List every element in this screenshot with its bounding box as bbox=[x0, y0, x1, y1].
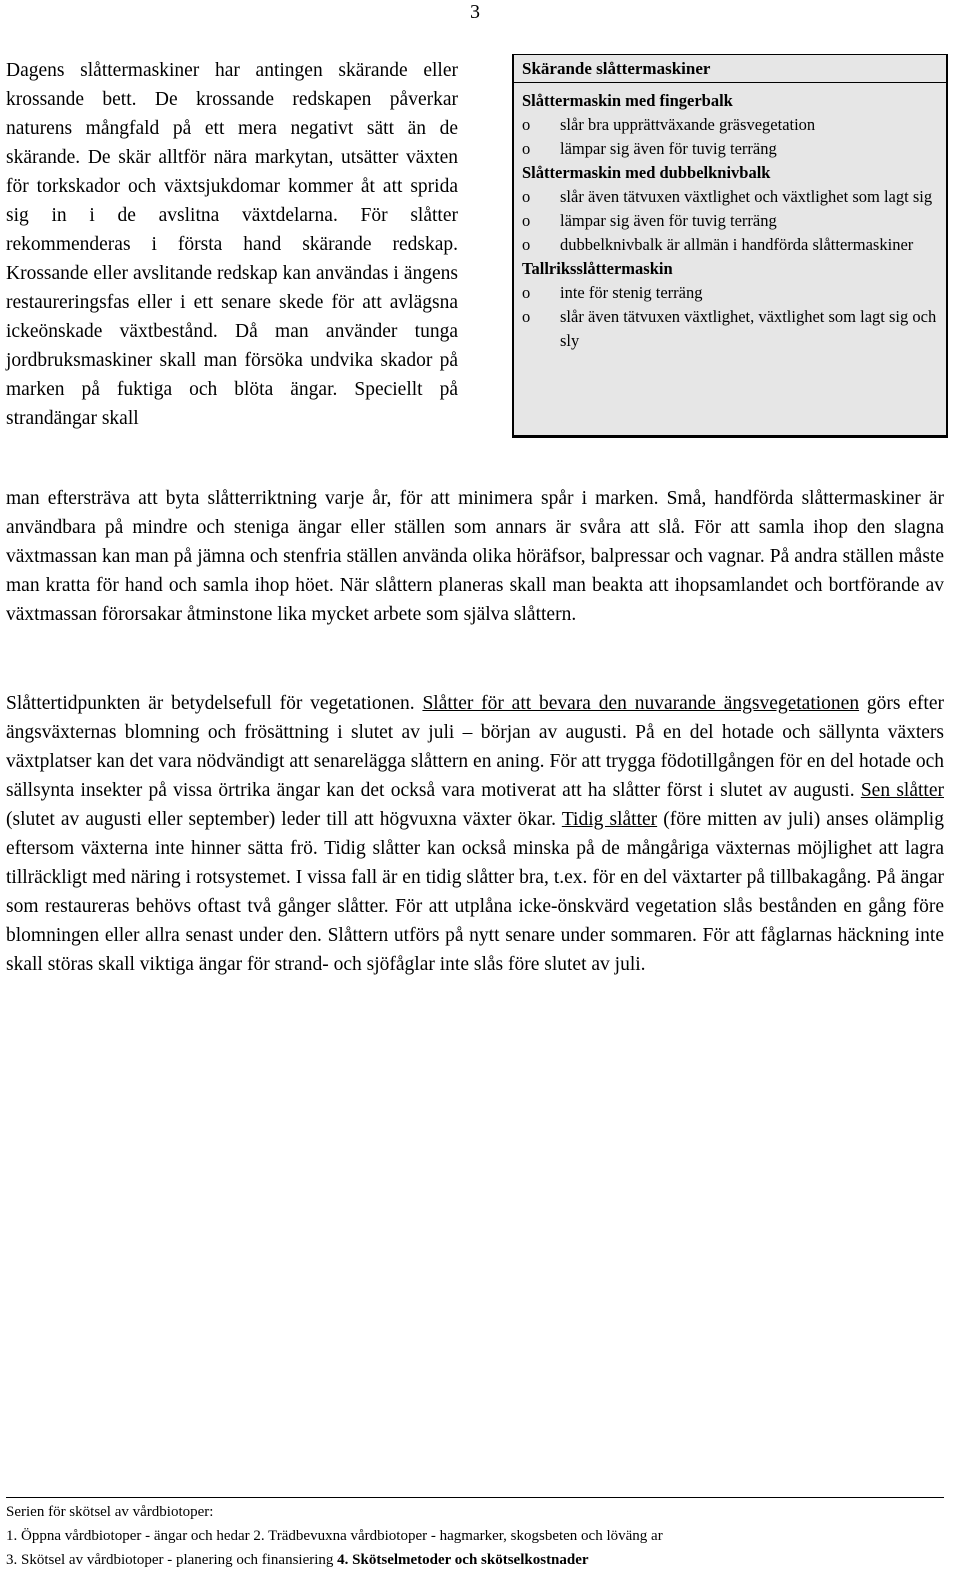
page-number: 3 bbox=[470, 1, 480, 23]
bullet-item bbox=[522, 113, 938, 137]
underlined-term: Slåtter för att bevara den nuvarande ängsvegetationen bbox=[422, 693, 860, 714]
bullet-mark: o bbox=[522, 187, 531, 206]
bullet-text: slår även tätvuxen växtlighet, växtlighet som lagt sig och sly bbox=[560, 307, 937, 350]
body-paragraph-continuation: man eftersträva att byta slåtterriktning varje år, för att minimera spår i marken. Små, handförda slåttermaskiner är användbara på mindre och steniga ängar eller ställen som annars är svåra att slå. För att samla ihop den slagna växtmassan kan man på jämna och stenfria ställen använda olika höräfsor, balpressar och vagnar. På andra ställen måste man kratta för hand och samla ihop höet. När slåttern planeras skall man beakta att ihopsamlandet och bortförande av växtmassan förorsakar åtminstone lika mycket arbete som själva slåttern. bbox=[6, 488, 944, 625]
intro-paragraph: Dagens slåttermaskiner har antingen skärande eller krossande bett. De krossande redskapen påverkar naturens mångfald på ett mera negativt sätt än de skärande. De skär alltför nära markytan, utsätter växten för torkskador och växtsjukdomar kommer åt att sprida sig in i de avslitna växtdelarna. För slåtter rekommenderas i första hand skärande redskap. Krossande eller avslitande redskap kan användas i ängens restaureringsfas eller i ett senare skede för att avlägsna ickeönskade växtbestånd. Då man använder tunga jordbruksmaskiner skall man försöka undvika skador på marken på fuktiga och blöta ängar. Speciellt på strandängar skall bbox=[6, 60, 458, 429]
text-run: (före mitten av juli) anses olämplig eftersom växterna inte hinner sätta frö. Tidig slåtter kan också minska på de mångåriga växternas möjlighet att lagra tillräckligt med näring i rotsystemet. I vissa fall är en tidig slåtter bra, t.ex. för en del växtarter på tillbakagång. På ängar som restaureras behövs oftast två gånger slåtter. För att utplåna icke-önskvärd vegetation slås bestånden en gång före blomningen eller allra senast under den. Slåttern utförs på nytt senare under sommaren. För att fåglarnas häckning inte skall störas skall viktiga ängar för strand- och sjöfåglar inte slås före slutet av juli. bbox=[6, 809, 944, 975]
footer-divider bbox=[6, 1497, 944, 1498]
bullet-item bbox=[522, 185, 938, 209]
bullet-mark: o bbox=[522, 139, 531, 158]
bullet-mark: o bbox=[522, 115, 531, 134]
box-body bbox=[514, 83, 946, 353]
bullet-text: inte för stenig terräng bbox=[560, 283, 703, 302]
text-run: görs efter ängsväxternas blomning och frösättning i slutet av juli – början av augusti. På en del hotade och sällynta växters växtplatser kan det vara nödvändigt att senarelägga slåttern en aning. För att trygga födotillgången för en del hotade och sällsynta insekter på vissa örtrika ängar kan det också vara motiverat att ha slåtter först i slutet av augusti. bbox=[6, 693, 944, 801]
footer-line-2-text: 3. Skötsel av vårdbiotoper - planering och finansiering bbox=[6, 1552, 338, 1568]
bullet-item bbox=[522, 233, 938, 257]
footer-line-1: 1. Öppna vårdbiotoper - ängar och hedar 2. Trädbevuxna vårdbiotoper - hagmarker, skogsbeten och löväng ar bbox=[6, 1528, 663, 1544]
underlined-term: Sen slåtter bbox=[860, 780, 944, 801]
bullet-text: lämpar sig även för tuvig terräng bbox=[560, 139, 777, 158]
bullet-item bbox=[522, 209, 938, 233]
text-run: (slutet av augusti eller september) leder till att högvuxna växter ökar. bbox=[6, 809, 562, 830]
bullet-mark: o bbox=[522, 211, 531, 230]
bullet-item bbox=[522, 137, 938, 161]
machine-name: Tallriksslåttermaskin bbox=[522, 259, 673, 278]
bullet-text: dubbelknivbalk är allmän i handförda slåttermaskiner bbox=[560, 235, 914, 254]
mowing-machines-box bbox=[512, 54, 948, 438]
bullet-mark: o bbox=[522, 307, 531, 326]
machine-name: Slåttermaskin med dubbelknivbalk bbox=[522, 163, 771, 182]
text-run: Slåttertidpunkten är betydelsefull för vegetationen. bbox=[6, 693, 423, 714]
bullet-text: slår även tätvuxen växtlighet och växtlighet som lagt sig bbox=[560, 187, 933, 206]
bullet-text: slår bra upprättväxande gräsvegetation bbox=[560, 115, 816, 134]
bullet-mark: o bbox=[522, 283, 531, 302]
mowing-timing-paragraph bbox=[6, 689, 944, 979]
bullet-item bbox=[522, 281, 938, 305]
box-title: Skärande slåttermaskiner bbox=[514, 55, 946, 83]
machine-name: Slåttermaskin med fingerbalk bbox=[522, 91, 733, 110]
series-footer bbox=[6, 1500, 944, 1572]
bullet-item bbox=[522, 305, 938, 353]
footer-line-2 bbox=[6, 1548, 944, 1572]
footer-heading: Serien för skötsel av vårdbiotoper: bbox=[6, 1504, 214, 1520]
bullet-text: lämpar sig även för tuvig terräng bbox=[560, 211, 777, 230]
underlined-term: Tidig slåtter bbox=[561, 809, 658, 830]
bullet-mark: o bbox=[522, 235, 531, 254]
footer-current-title: 4. Skötselmetoder och skötselkostnader bbox=[337, 1552, 589, 1568]
